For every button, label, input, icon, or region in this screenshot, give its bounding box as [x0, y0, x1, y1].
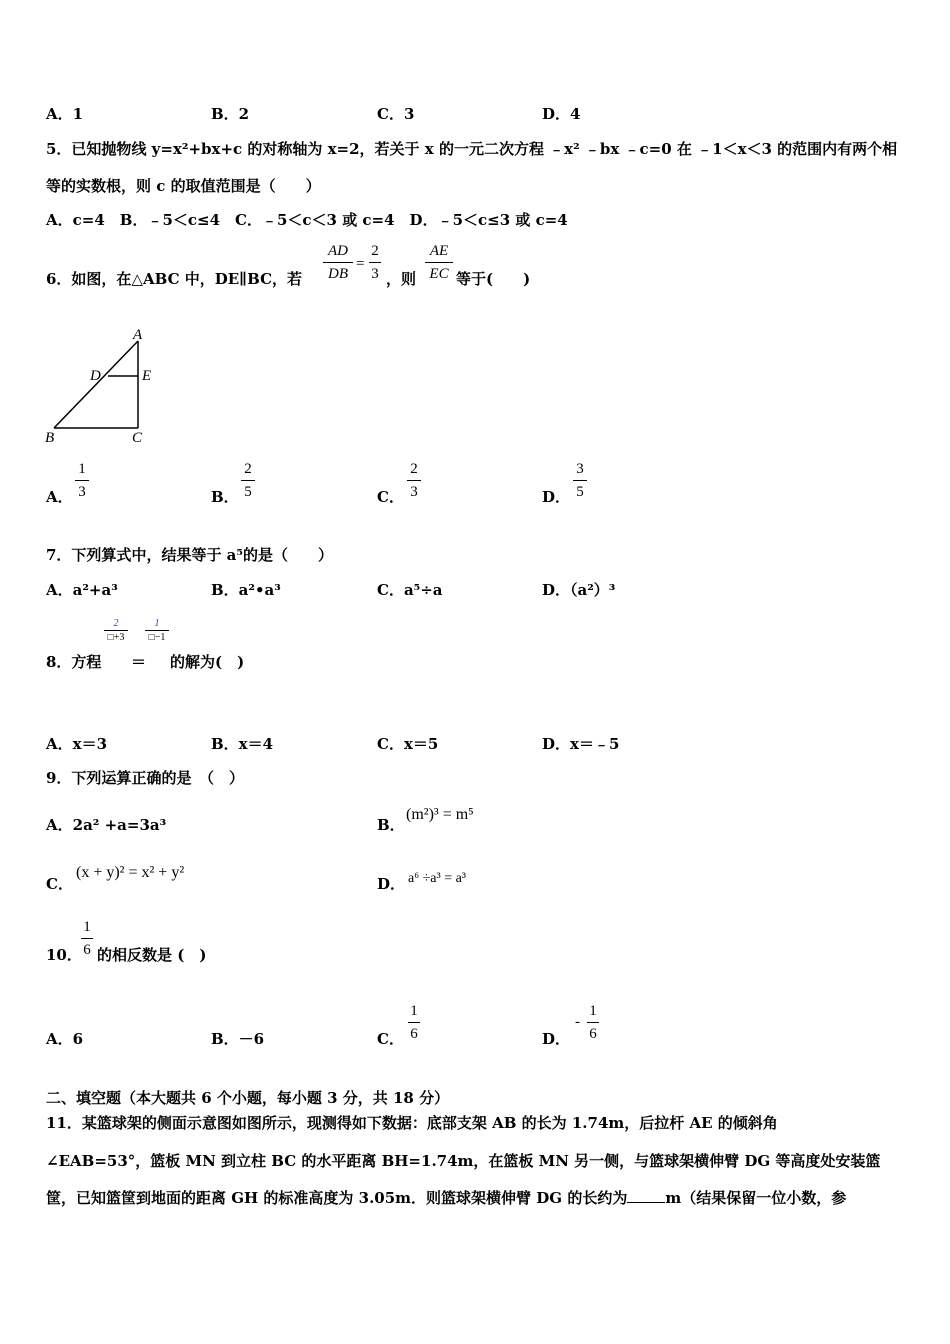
label-b: B — [45, 430, 55, 446]
frac-num: 2 — [113, 618, 119, 629]
q10-option-d-sign: - — [575, 1014, 580, 1030]
q6-equals: = — [356, 256, 365, 272]
label-d: D — [90, 368, 101, 384]
q10-option-d-label: D． — [542, 1030, 571, 1048]
frac-den: □−1 — [148, 632, 166, 643]
q8-stem-prefix: 8．方程 — [46, 653, 102, 671]
q4-option-d: D．4 — [542, 105, 581, 123]
q8-option-a: A．x＝3 — [46, 735, 108, 753]
frac-den: 5 — [244, 484, 252, 500]
q11-line3-end: m（结果保留一位小数，参 — [665, 1189, 847, 1207]
q6-frac1-den: DB — [328, 266, 348, 282]
frac-num: 1 — [78, 461, 86, 477]
q6-frac3-num: AE — [429, 243, 449, 259]
q10-option-c-frac — [407, 1000, 421, 1045]
q6-option-d-label: D． — [542, 488, 571, 506]
q9-option-c-label: C． — [46, 875, 73, 893]
q8-frac-left — [103, 618, 129, 645]
frac-num: 3 — [576, 461, 584, 477]
q9-stem: 9．下列运算正确的是 （ ） — [46, 769, 244, 787]
q6-frac-ae-ec — [424, 240, 454, 285]
q6-option-a-frac — [74, 458, 90, 503]
q5-stem-line1: 5．已知抛物线 y=x²+bx+c 的对称轴为 x=2，若关于 x 的一元二次方程 ﹣x² ﹣bx ﹣c=0 在 ﹣1＜x＜3 的范围内有两个相 — [46, 140, 898, 158]
frac-den: 6 — [83, 942, 91, 958]
q6-frac2-num: 2 — [371, 243, 379, 259]
q6-option-b-label: B． — [211, 488, 239, 506]
q11-line2: ∠EAB=53°，篮板 MN 到立柱 BC 的水平距离 BH=1.74m，在篮板 MN 另一侧，与篮球架横伸臂 DG 等高度处安装篮 — [46, 1152, 881, 1170]
frac-den: □+3 — [107, 632, 125, 643]
q7-option-c: C．a⁵÷a — [377, 581, 443, 599]
frac-den: 3 — [410, 484, 418, 500]
q5-options: A．c=4 B．﹣5＜c≤4 C．﹣5＜c＜3 或 c=4 D．﹣5＜c≤3 或 c=4 — [46, 211, 568, 229]
q8-stem-suffix: 的解为( ) — [170, 653, 245, 671]
q8-frac-right — [144, 618, 170, 645]
frac-num: 2 — [244, 461, 252, 477]
frac-den: 6 — [410, 1026, 418, 1042]
q9-option-d-expr: a⁶ ÷a³ = a³ — [408, 871, 466, 886]
q6-frac-ad-db — [322, 240, 354, 285]
q6-frac3-den: EC — [429, 266, 449, 282]
q9-option-d-label: D． — [377, 875, 406, 893]
q8-equals: ＝ — [131, 653, 147, 671]
q8-option-d: D．x＝﹣5 — [542, 735, 620, 753]
q6-triangle-figure — [40, 325, 170, 450]
frac-den: 5 — [576, 484, 584, 500]
q7-option-a: A．a²+a³ — [46, 581, 118, 599]
q6-option-d-frac — [572, 458, 588, 503]
frac-num: 1 — [589, 1003, 597, 1019]
q9-option-b-expr: (m²)³ = m⁵ — [406, 806, 474, 823]
q9-option-a: A．2a² +a=3a³ — [46, 816, 167, 834]
q10-option-d-frac — [586, 1000, 600, 1045]
q10-suffix: 的相反数是 ( ) — [97, 946, 207, 964]
q8-option-b: B．x＝4 — [211, 735, 274, 753]
q9-option-b-label: B． — [377, 816, 405, 834]
label-c: C — [132, 430, 143, 446]
q11-line3-start: 筐，已知篮筐到地面的距离 GH 的标准高度为 3.05m．则篮球架横伸臂 DG 的长约为 — [46, 1189, 628, 1207]
q6-stem-suffix: 等于( ) — [456, 270, 531, 288]
q7-option-b: B．a²•a³ — [211, 581, 281, 599]
q6-frac-2-3 — [368, 240, 382, 285]
q10-option-c-label: C． — [377, 1030, 404, 1048]
q6-stem-prefix: 6．如图，在△ABC 中，DE∥BC，若 — [46, 270, 303, 288]
q11-answer-blank[interactable] — [627, 1190, 665, 1203]
q6-frac2-den: 3 — [371, 266, 379, 282]
q11-line3 — [46, 1187, 846, 1208]
frac-den: 3 — [78, 484, 86, 500]
q4-option-b: B．2 — [211, 105, 250, 123]
q6-option-b-frac — [240, 458, 256, 503]
q7-stem: 7．下列算式中，结果等于 a⁵的是（ ） — [46, 546, 333, 564]
label-a: A — [133, 327, 143, 343]
q11-line1: 11．某篮球架的侧面示意图如图所示，现测得如下数据：底部支架 AB 的长为 1.74m，后拉杆 AE 的倾斜角 — [46, 1114, 778, 1132]
q9-option-c-expr: (x + y)² = x² + y² — [76, 864, 185, 881]
segment-ba — [54, 341, 138, 428]
q6-option-c-frac — [406, 458, 422, 503]
q4-option-a: A．1 — [46, 105, 84, 123]
q10-prefix: 10． — [46, 946, 82, 964]
q6-option-c-label: C． — [377, 488, 404, 506]
frac-num: 2 — [410, 461, 418, 477]
q10-frac — [80, 916, 94, 961]
q5-stem-line2: 等的实数根，则 c 的取值范围是（ ） — [46, 177, 321, 195]
q10-option-a: A．6 — [46, 1030, 84, 1048]
q6-option-a-label: A． — [46, 488, 73, 506]
q8-option-c: C．x＝5 — [377, 735, 439, 753]
frac-den: 6 — [589, 1026, 597, 1042]
q6-stem-mid: ，则 — [386, 270, 417, 288]
section2-heading: 二、填空题（本大题共 6 个小题，每小题 3 分，共 18 分） — [46, 1089, 450, 1107]
q10-option-b: B．－6 — [211, 1030, 265, 1048]
q6-frac1-num: AD — [328, 243, 348, 259]
q7-option-d: D．（a²）³ — [542, 581, 616, 599]
frac-num: 1 — [154, 618, 160, 629]
q4-option-c: C．3 — [377, 105, 415, 123]
frac-num: 1 — [410, 1003, 418, 1019]
label-e: E — [142, 368, 152, 384]
frac-num: 1 — [83, 919, 91, 935]
